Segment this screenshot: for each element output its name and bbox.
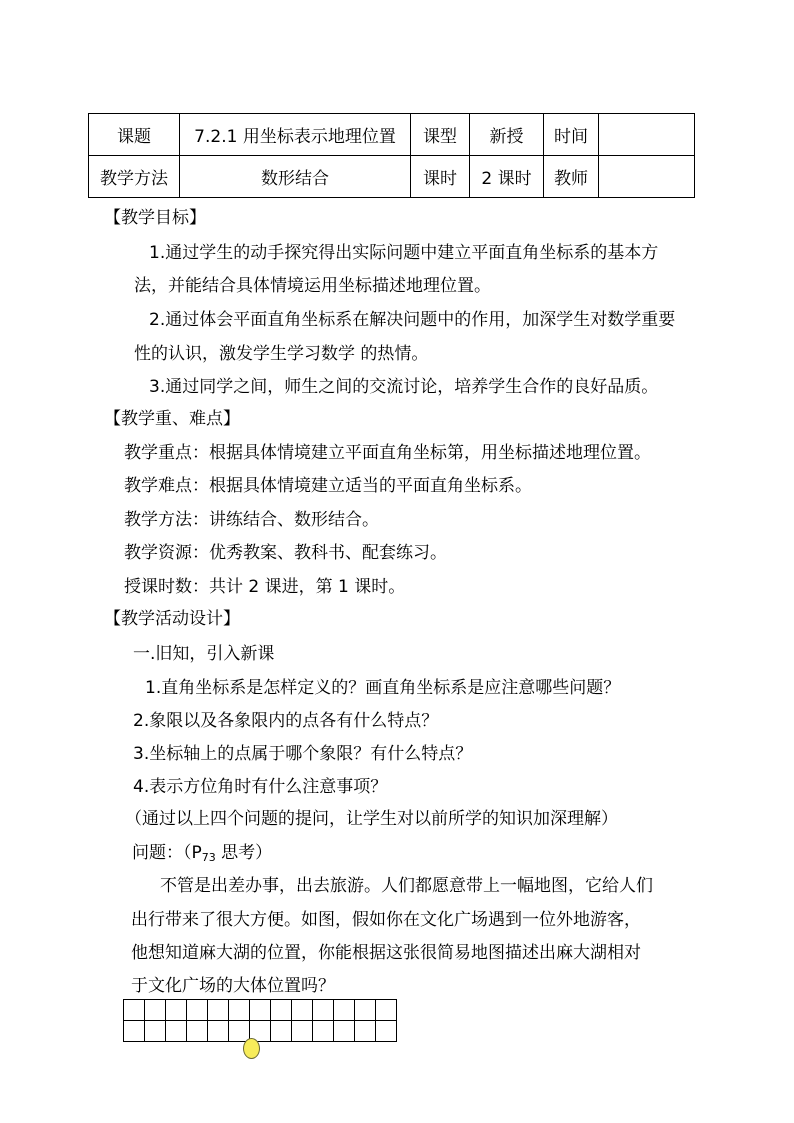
grid-cell xyxy=(124,1000,145,1021)
method-label: 教学方法 xyxy=(89,156,180,198)
teaching-difficulty: 教学难点：根据具体情境建立适当的平面直角坐标系。 xyxy=(124,476,532,496)
teacher-label: 教师 xyxy=(544,156,599,198)
grid-cell xyxy=(292,1000,313,1021)
question-1: 1.直角坐标系是怎样定义的？画直角坐标系是应注意哪些问题？ xyxy=(145,678,621,698)
grid-cell xyxy=(145,1000,166,1021)
time-value xyxy=(599,114,695,156)
goal-item-1-line-2: 法，并能结合具体情境运用坐标描述地理位置。 xyxy=(134,276,491,296)
grid-cell xyxy=(229,1000,250,1021)
problem-prefix: 问题：（P xyxy=(132,843,202,863)
goals-heading: 【教学目标】 xyxy=(104,208,206,228)
grid-cell xyxy=(187,1021,208,1042)
problem-paragraph-line-1: 不管是出差办事，出去旅游。人们都愿意带上一幅地图，它给人们 xyxy=(160,876,653,896)
lesson-type-label: 课型 xyxy=(411,114,470,156)
grid-cell xyxy=(208,1021,229,1042)
question-4: 4.表示方位角时有什么注意事项？ xyxy=(133,777,388,797)
grid-cell xyxy=(208,1000,229,1021)
grid-cell xyxy=(355,1021,376,1042)
hours-value: 2 课时 xyxy=(470,156,544,198)
grid-cell xyxy=(124,1021,145,1042)
teaching-focus: 教学重点：根据具体情境建立平面直角坐标第，用坐标描述地理位置。 xyxy=(124,443,651,463)
grid-cell xyxy=(355,1000,376,1021)
location-marker xyxy=(243,1038,260,1059)
goal-item-3: 3.通过同学之间，师生之间的交流讨论，培养学生合作的良好品质。 xyxy=(149,377,659,397)
method-value: 数形结合 xyxy=(180,156,411,198)
lesson-type-value: 新授 xyxy=(470,114,544,156)
grid-cell xyxy=(271,1000,292,1021)
grid-cell xyxy=(145,1021,166,1042)
grid-cell xyxy=(292,1021,313,1042)
topic-label: 课题 xyxy=(89,114,180,156)
goal-item-2-line-1: 2.通过体会平面直角坐标系在解决问题中的作用，加深学生对数学重要 xyxy=(149,310,676,330)
problem-page-number: 73 xyxy=(201,851,216,864)
grid-cell xyxy=(187,1000,208,1021)
map-grid xyxy=(123,999,397,1042)
lesson-info-table xyxy=(88,113,695,198)
section-1-title: 一.旧知，引入新课 xyxy=(133,644,275,664)
grid-cell xyxy=(376,1021,397,1042)
topic-value: 7.2.1 用坐标表示地理位置 xyxy=(180,114,411,156)
teaching-resources: 教学资源：优秀教案、教科书、配套练习。 xyxy=(124,543,447,563)
goal-item-2-line-2: 性的认识，激发学生学习数学 的热情。 xyxy=(134,344,429,364)
grid-cell xyxy=(334,1021,355,1042)
grid-cell xyxy=(313,1021,334,1042)
grid-cell xyxy=(313,1000,334,1021)
activities-heading: 【教学活动设计】 xyxy=(104,609,240,629)
hours-label: 课时 xyxy=(411,156,470,198)
problem-label xyxy=(132,841,272,865)
grid-row xyxy=(124,1021,397,1042)
goal-item-1-line-1: 1.通过学生的动手探究得出实际问题中建立平面直角坐标系的基本方 xyxy=(149,243,659,263)
problem-paragraph-line-4: 于文化广场的大体位置吗？ xyxy=(131,976,335,996)
question-3: 3.坐标轴上的点属于哪个象限？有什么特点？ xyxy=(133,744,473,764)
question-2: 2.象限以及各象限内的点各有什么特点？ xyxy=(133,711,439,731)
grid-row xyxy=(124,1000,397,1021)
teaching-method: 教学方法：讲练结合、数形结合。 xyxy=(124,510,379,530)
problem-suffix: 思考） xyxy=(215,843,273,863)
teaching-hours: 授课时数：共计 2 课进，第 1 课时。 xyxy=(124,577,406,597)
grid-cell xyxy=(250,1000,271,1021)
grid-cell xyxy=(376,1000,397,1021)
key-points-heading: 【教学重、难点】 xyxy=(104,409,240,429)
table-row xyxy=(89,156,695,198)
grid-cell xyxy=(166,1021,187,1042)
grid-cell xyxy=(334,1000,355,1021)
grid-cell xyxy=(271,1021,292,1042)
grid-cell xyxy=(166,1000,187,1021)
problem-paragraph-line-3: 他想知道麻大湖的位置，你能根据这张很简易地图描述出麻大湖相对 xyxy=(131,943,641,963)
questions-note: （通过以上四个问题的提问，让学生对以前所学的知识加深理解） xyxy=(125,809,618,829)
time-label: 时间 xyxy=(544,114,599,156)
problem-paragraph-line-2: 出行带来了很大方便。如图，假如你在文化广场遇到一位外地游客， xyxy=(131,910,641,930)
table-row xyxy=(89,114,695,156)
teacher-value xyxy=(599,156,695,198)
